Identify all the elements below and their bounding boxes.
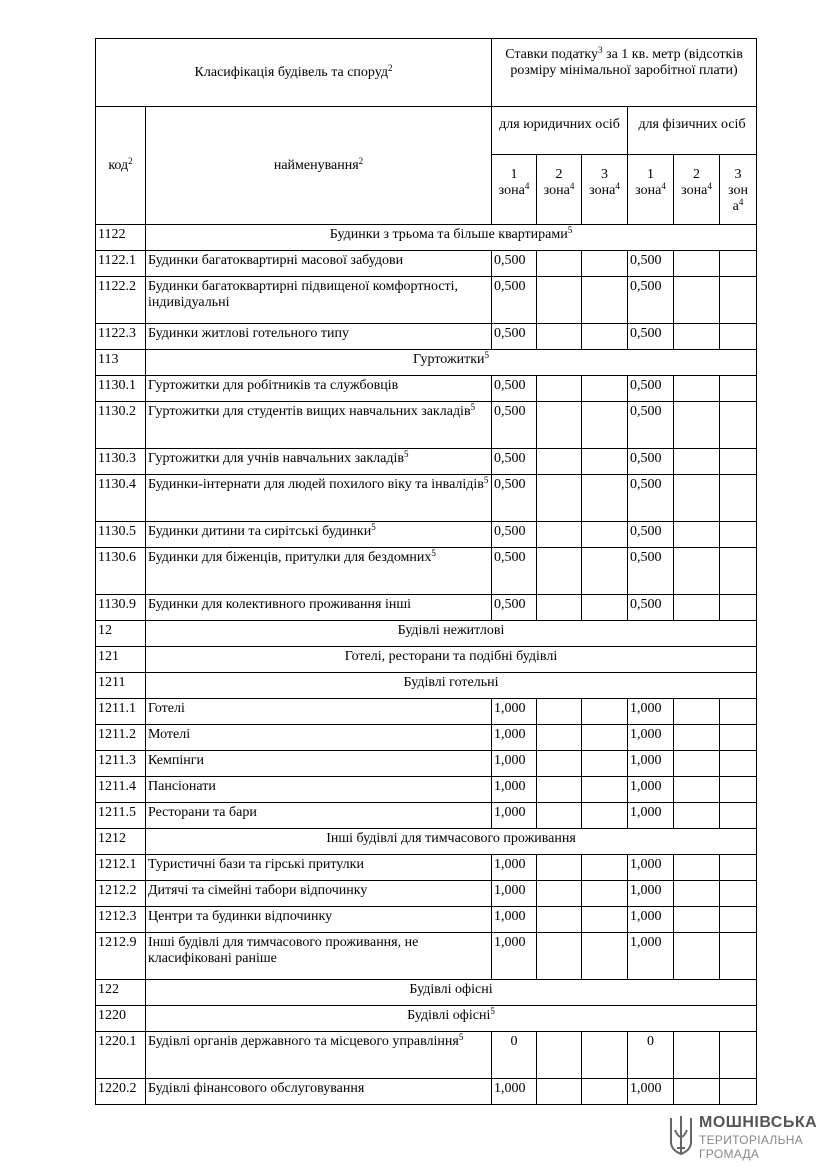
rate-cell	[674, 449, 720, 475]
name-header: найменування$^2$	[146, 107, 492, 225]
table-row	[96, 725, 757, 751]
rate-cell	[537, 475, 582, 522]
section-row	[96, 1006, 757, 1032]
rate-cell	[582, 595, 628, 621]
rate-cell	[537, 449, 582, 475]
zone-header-6: 3 зон $а^4$	[720, 155, 757, 225]
section-title: Будинки з трьома та більше квартирами$^5$	[146, 225, 757, 251]
row-code: 1122	[96, 225, 146, 251]
rate-cell	[720, 1079, 757, 1105]
row-name: Будівлі органів державного та місцевого управління$^5$	[146, 1032, 492, 1079]
row-name: Туристичні бази та гірські притулки	[146, 855, 492, 881]
row-code: 1130.9	[96, 595, 146, 621]
row-code: 12	[96, 621, 146, 647]
classification-header: Класифікація будівель та споруд$^2$	[96, 39, 492, 107]
rate-cell	[582, 881, 628, 907]
rate-cell	[582, 522, 628, 548]
rate-cell	[582, 803, 628, 829]
row-code: 1122.3	[96, 324, 146, 350]
rate-cell: 0,500	[492, 376, 537, 402]
rate-cell: 1,000	[628, 1079, 674, 1105]
section-title: Будівлі нежитлові	[146, 621, 757, 647]
zone-header-1: 1 зона$^4$	[492, 155, 537, 225]
row-code: 1130.4	[96, 475, 146, 522]
row-code: 1211.2	[96, 725, 146, 751]
rate-cell	[720, 548, 757, 595]
rate-cell	[674, 277, 720, 324]
rate-cell: 0,500	[628, 475, 674, 522]
rate-cell	[674, 595, 720, 621]
rate-cell	[720, 751, 757, 777]
zone-header-4: 1 зона$^4$	[628, 155, 674, 225]
row-code: 1211	[96, 673, 146, 699]
row-code: 1211.4	[96, 777, 146, 803]
rate-cell: 0,500	[628, 548, 674, 595]
row-code: 113	[96, 350, 146, 376]
rate-cell	[582, 324, 628, 350]
rate-cell: 1,000	[628, 777, 674, 803]
rate-cell	[582, 475, 628, 522]
rate-cell: 0,500	[492, 324, 537, 350]
rate-cell: 1,000	[628, 907, 674, 933]
rate-cell: 1,000	[628, 933, 674, 980]
row-code: 1211.5	[96, 803, 146, 829]
rate-cell	[582, 933, 628, 980]
table-row	[96, 881, 757, 907]
rate-cell	[537, 933, 582, 980]
rate-cell	[537, 699, 582, 725]
rate-cell: 1,000	[628, 725, 674, 751]
rate-cell	[674, 777, 720, 803]
row-code: 1130.1	[96, 376, 146, 402]
rate-cell	[537, 855, 582, 881]
table-row	[96, 522, 757, 548]
rate-cell: 1,000	[492, 751, 537, 777]
table-row	[96, 933, 757, 980]
rate-cell	[582, 907, 628, 933]
rate-cell	[720, 855, 757, 881]
rate-cell	[674, 881, 720, 907]
row-name: Кемпінги	[146, 751, 492, 777]
rate-cell	[720, 933, 757, 980]
rate-cell	[674, 548, 720, 595]
rate-cell: 1,000	[628, 699, 674, 725]
rate-cell	[582, 449, 628, 475]
section-row	[96, 621, 757, 647]
row-code: 1130.5	[96, 522, 146, 548]
table-row	[96, 251, 757, 277]
logo-line-1: МОШНІВСЬКА	[699, 1114, 818, 1131]
rate-cell	[720, 803, 757, 829]
rate-cell	[582, 1079, 628, 1105]
rate-cell	[582, 725, 628, 751]
rate-cell: 0,500	[492, 595, 537, 621]
row-name: Будинки для біженців, притулки для бездомних$^5$	[146, 548, 492, 595]
section-row	[96, 225, 757, 251]
rate-cell	[537, 548, 582, 595]
rate-cell	[720, 1032, 757, 1079]
table-row	[96, 277, 757, 324]
section-title: Будівлі готельні	[146, 673, 757, 699]
row-code: 1211.1	[96, 699, 146, 725]
rate-cell: 1,000	[492, 1079, 537, 1105]
row-code: 1212.3	[96, 907, 146, 933]
table-row	[96, 803, 757, 829]
header-row-1	[96, 39, 757, 107]
rate-cell	[720, 595, 757, 621]
rate-cell	[720, 475, 757, 522]
table-row	[96, 855, 757, 881]
table-row	[96, 402, 757, 449]
section-title: Гуртожитки$^5$	[146, 350, 757, 376]
table-row	[96, 324, 757, 350]
section-row	[96, 673, 757, 699]
rate-cell: 1,000	[492, 933, 537, 980]
rate-cell: 0,500	[492, 402, 537, 449]
row-code: 1211.3	[96, 751, 146, 777]
row-name: Будинки дитини та сирітські будинки$^5$	[146, 522, 492, 548]
rate-cell	[720, 402, 757, 449]
rate-cell	[674, 1079, 720, 1105]
rate-cell	[582, 751, 628, 777]
header-row-2	[96, 107, 757, 155]
section-row	[96, 829, 757, 855]
rate-cell: 0	[492, 1032, 537, 1079]
rate-cell: 1,000	[492, 855, 537, 881]
rate-cell: 0,500	[492, 475, 537, 522]
rate-cell: 0	[628, 1032, 674, 1079]
rate-cell	[720, 881, 757, 907]
row-name: Гуртожитки для студентів вищих навчальних закладів$^5$	[146, 402, 492, 449]
rate-cell	[537, 402, 582, 449]
row-name: Дитячі та сімейні табори відпочинку	[146, 881, 492, 907]
rate-cell	[674, 402, 720, 449]
row-name: Мотелі	[146, 725, 492, 751]
rate-cell	[720, 725, 757, 751]
rate-cell	[537, 277, 582, 324]
table-row	[96, 907, 757, 933]
rate-cell: 1,000	[628, 803, 674, 829]
rate-cell: 0,500	[628, 449, 674, 475]
rate-cell	[537, 777, 582, 803]
section-title: Будівлі офісні	[146, 980, 757, 1006]
rate-cell: 1,000	[492, 699, 537, 725]
rate-cell	[674, 376, 720, 402]
logo-line-2: ТЕРИТОРІАЛЬНА	[699, 1133, 804, 1147]
rate-cell	[537, 751, 582, 777]
rate-cell	[537, 881, 582, 907]
rate-cell	[720, 907, 757, 933]
rate-cell	[674, 751, 720, 777]
rate-cell	[582, 548, 628, 595]
rate-cell	[674, 803, 720, 829]
logo-line-3: ГРОМАДА	[699, 1147, 760, 1161]
rate-cell	[582, 699, 628, 725]
rate-cell	[582, 402, 628, 449]
row-code: 1212.9	[96, 933, 146, 980]
rate-cell	[720, 277, 757, 324]
rate-cell: 1,000	[492, 725, 537, 751]
rate-cell: 0,500	[628, 402, 674, 449]
rate-cell	[537, 1032, 582, 1079]
rate-cell: 0,500	[628, 522, 674, 548]
rate-cell	[537, 522, 582, 548]
rate-cell: 0,500	[628, 595, 674, 621]
rate-cell	[582, 376, 628, 402]
rate-cell: 1,000	[492, 881, 537, 907]
row-code: 1220.2	[96, 1079, 146, 1105]
individuals-header: для фізичних осіб	[628, 107, 757, 155]
table-row	[96, 699, 757, 725]
section-title: Інші будівлі для тимчасового проживання	[146, 829, 757, 855]
rate-cell: 0,500	[628, 376, 674, 402]
rate-cell	[537, 251, 582, 277]
row-name: Готелі	[146, 699, 492, 725]
rate-cell	[674, 522, 720, 548]
rate-cell: 0,500	[492, 449, 537, 475]
table-row	[96, 449, 757, 475]
rate-cell: 1,000	[492, 907, 537, 933]
row-code: 1212.2	[96, 881, 146, 907]
rate-cell	[674, 725, 720, 751]
row-name: Будинки багатоквартирні масової забудови	[146, 251, 492, 277]
row-code: 1130.2	[96, 402, 146, 449]
row-code: 1220	[96, 1006, 146, 1032]
rate-cell	[720, 777, 757, 803]
row-code: 1130.6	[96, 548, 146, 595]
row-code: 1122.1	[96, 251, 146, 277]
row-name: Ресторани та бари	[146, 803, 492, 829]
zone-header-2: 2 зона$^4$	[537, 155, 582, 225]
code-header: код$^2$	[96, 107, 146, 225]
row-code: 1220.1	[96, 1032, 146, 1079]
trident-icon	[668, 1114, 694, 1160]
rate-cell: 0,500	[628, 324, 674, 350]
rate-cell	[674, 475, 720, 522]
row-code: 1130.3	[96, 449, 146, 475]
row-code: 122	[96, 980, 146, 1006]
rate-cell: 0,500	[492, 277, 537, 324]
rate-cell: 1,000	[628, 751, 674, 777]
table-row	[96, 548, 757, 595]
rate-cell: 1,000	[492, 803, 537, 829]
row-name: Будинки багатоквартирні підвищеної комфортності, індивідуальні	[146, 277, 492, 324]
rate-cell	[720, 522, 757, 548]
rate-cell	[720, 376, 757, 402]
rate-cell: 0,500	[492, 548, 537, 595]
section-row	[96, 647, 757, 673]
rate-cell: 1,000	[628, 881, 674, 907]
rate-cell	[674, 324, 720, 350]
rate-cell	[674, 699, 720, 725]
row-name: Пансіонати	[146, 777, 492, 803]
row-code: 1212	[96, 829, 146, 855]
rate-cell	[720, 449, 757, 475]
table-row	[96, 751, 757, 777]
rate-cell	[582, 251, 628, 277]
rate-cell	[582, 777, 628, 803]
table-row	[96, 595, 757, 621]
rate-cell	[674, 1032, 720, 1079]
rate-cell: 1,000	[492, 777, 537, 803]
rate-cell	[537, 1079, 582, 1105]
rate-cell	[674, 251, 720, 277]
rate-cell	[537, 803, 582, 829]
rate-cell	[537, 324, 582, 350]
row-name: Будинки для колективного проживання інші	[146, 595, 492, 621]
section-title: Будівлі офісні$^5$	[146, 1006, 757, 1032]
rate-cell	[674, 907, 720, 933]
rate-cell	[720, 699, 757, 725]
rate-cell	[537, 907, 582, 933]
rate-cell	[537, 376, 582, 402]
row-name: Центри та будинки відпочинку	[146, 907, 492, 933]
row-name: Гуртожитки для робітників та службовців	[146, 376, 492, 402]
community-logo	[668, 1112, 818, 1162]
rate-cell	[537, 595, 582, 621]
row-name: Будинки житлові готельного типу	[146, 324, 492, 350]
row-code: 1212.1	[96, 855, 146, 881]
rate-cell	[674, 933, 720, 980]
rate-cell	[582, 1032, 628, 1079]
rates-header: Ставки податку$^3$ за 1 кв. метр (відсотків розміру мінімальної заробітної плати)	[492, 39, 757, 107]
row-name: Будівлі фінансового обслуговування	[146, 1079, 492, 1105]
rate-cell	[720, 324, 757, 350]
tax-rates-table	[95, 38, 757, 1105]
table-row	[96, 1079, 757, 1105]
table-row	[96, 376, 757, 402]
row-name: Інші будівлі для тимчасового проживання, не класифіковані раніше	[146, 933, 492, 980]
rate-cell: 0,500	[492, 522, 537, 548]
rate-cell: 0,500	[628, 277, 674, 324]
section-row	[96, 980, 757, 1006]
row-name: Будинки-інтернати для людей похилого віку та інвалідів$^5$	[146, 475, 492, 522]
row-code: 1122.2	[96, 277, 146, 324]
row-name: Гуртожитки для учнів навчальних закладів$^5$	[146, 449, 492, 475]
table-row	[96, 777, 757, 803]
rate-cell: 1,000	[628, 855, 674, 881]
section-row	[96, 350, 757, 376]
rate-cell	[720, 251, 757, 277]
zone-header-5: 2 зона$^4$	[674, 155, 720, 225]
rate-cell	[674, 855, 720, 881]
section-title: Готелі, ресторани та подібні будівлі	[146, 647, 757, 673]
rate-cell	[582, 855, 628, 881]
rate-cell	[537, 725, 582, 751]
rate-cell: 0,500	[492, 251, 537, 277]
table-row	[96, 475, 757, 522]
rate-cell	[582, 277, 628, 324]
row-code: 121	[96, 647, 146, 673]
rate-cell: 0,500	[628, 251, 674, 277]
zone-header-3: 3 зона$^4$	[582, 155, 628, 225]
legal-entities-header: для юридичних осіб	[492, 107, 628, 155]
table-row	[96, 1032, 757, 1079]
